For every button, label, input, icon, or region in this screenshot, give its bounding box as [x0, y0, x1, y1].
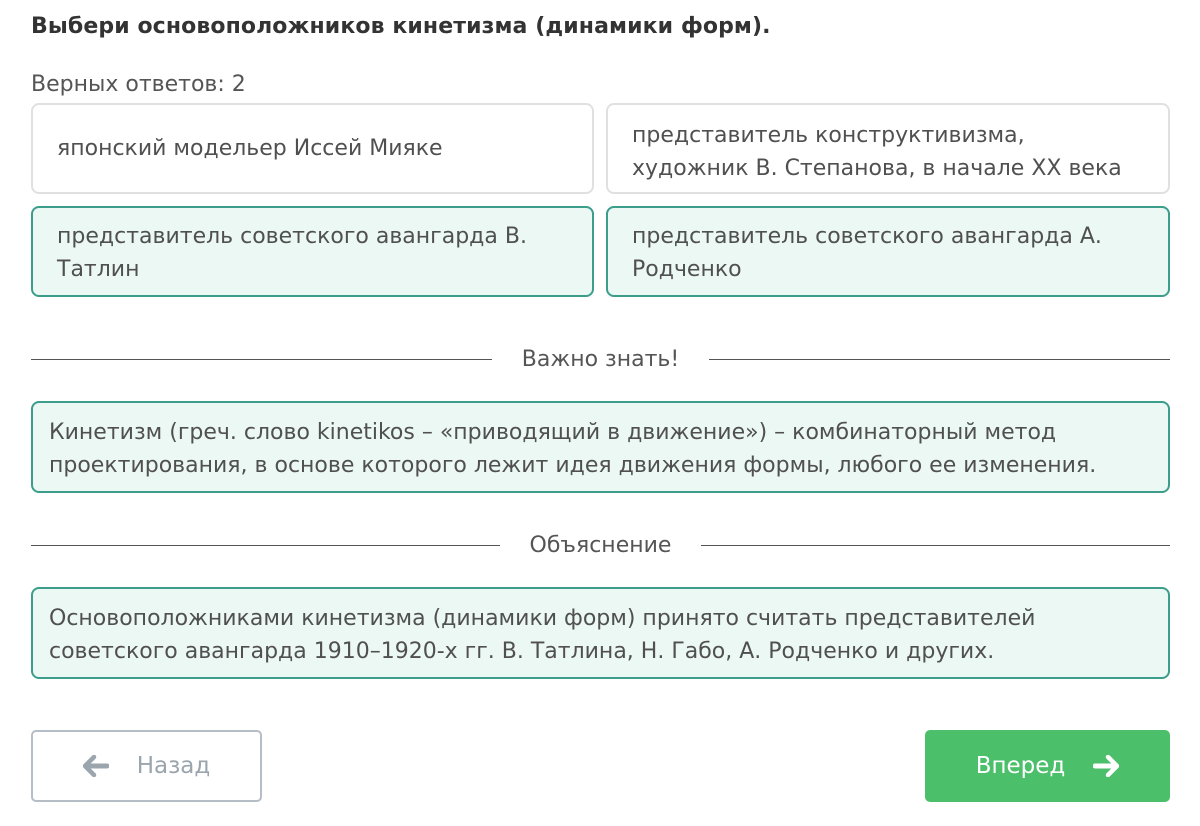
- important-box: [31, 401, 1170, 493]
- divider-line: [701, 545, 1170, 546]
- answers-count: Верных ответов: 2: [31, 72, 246, 97]
- explanation-divider: [31, 530, 1170, 560]
- option-label: представитель конструктивизма, художник В. Степанова, в начале XX века: [632, 123, 1122, 181]
- next-button-label: Вперед: [975, 753, 1066, 779]
- option-card[interactable]: [606, 103, 1170, 194]
- option-label: представитель советского авангарда А. Родченко: [632, 224, 1102, 282]
- option-card[interactable]: [31, 103, 594, 194]
- back-button-label: Назад: [136, 753, 211, 779]
- question-title: Выбери основоположников кинетизма (динамики форм).: [31, 14, 771, 39]
- option-card-selected[interactable]: [606, 206, 1170, 297]
- divider-line: [31, 545, 500, 546]
- divider-line: [709, 359, 1170, 360]
- arrow-right-icon: [1093, 755, 1119, 777]
- important-heading: Важно знать!: [521, 346, 680, 372]
- explanation-text: Основоположниками кинетизма (динамики форм) принято считать представителей советского авангарда 1910–1920-х гг. В. Татлина, Н. Габо, А. Родченко и других.: [49, 606, 1036, 664]
- important-divider: [31, 344, 1170, 374]
- explanation-heading: Объяснение: [529, 532, 672, 558]
- option-card-selected[interactable]: [31, 206, 594, 297]
- back-button[interactable]: [31, 730, 262, 802]
- next-button[interactable]: [925, 730, 1170, 802]
- important-text: Кинетизм (греч. слово kinetikos – «приводящий в движение») – комбинаторный метод проектирования, в основе которого лежит идея движения формы, любого ее изменения.: [49, 420, 1097, 478]
- arrow-left-icon: [83, 755, 109, 777]
- option-label: представитель советского авангарда В. Татлин: [57, 224, 527, 282]
- divider-line: [31, 359, 492, 360]
- option-label: японский модельер Иссей Мияке: [57, 136, 443, 161]
- explanation-box: [31, 587, 1170, 679]
